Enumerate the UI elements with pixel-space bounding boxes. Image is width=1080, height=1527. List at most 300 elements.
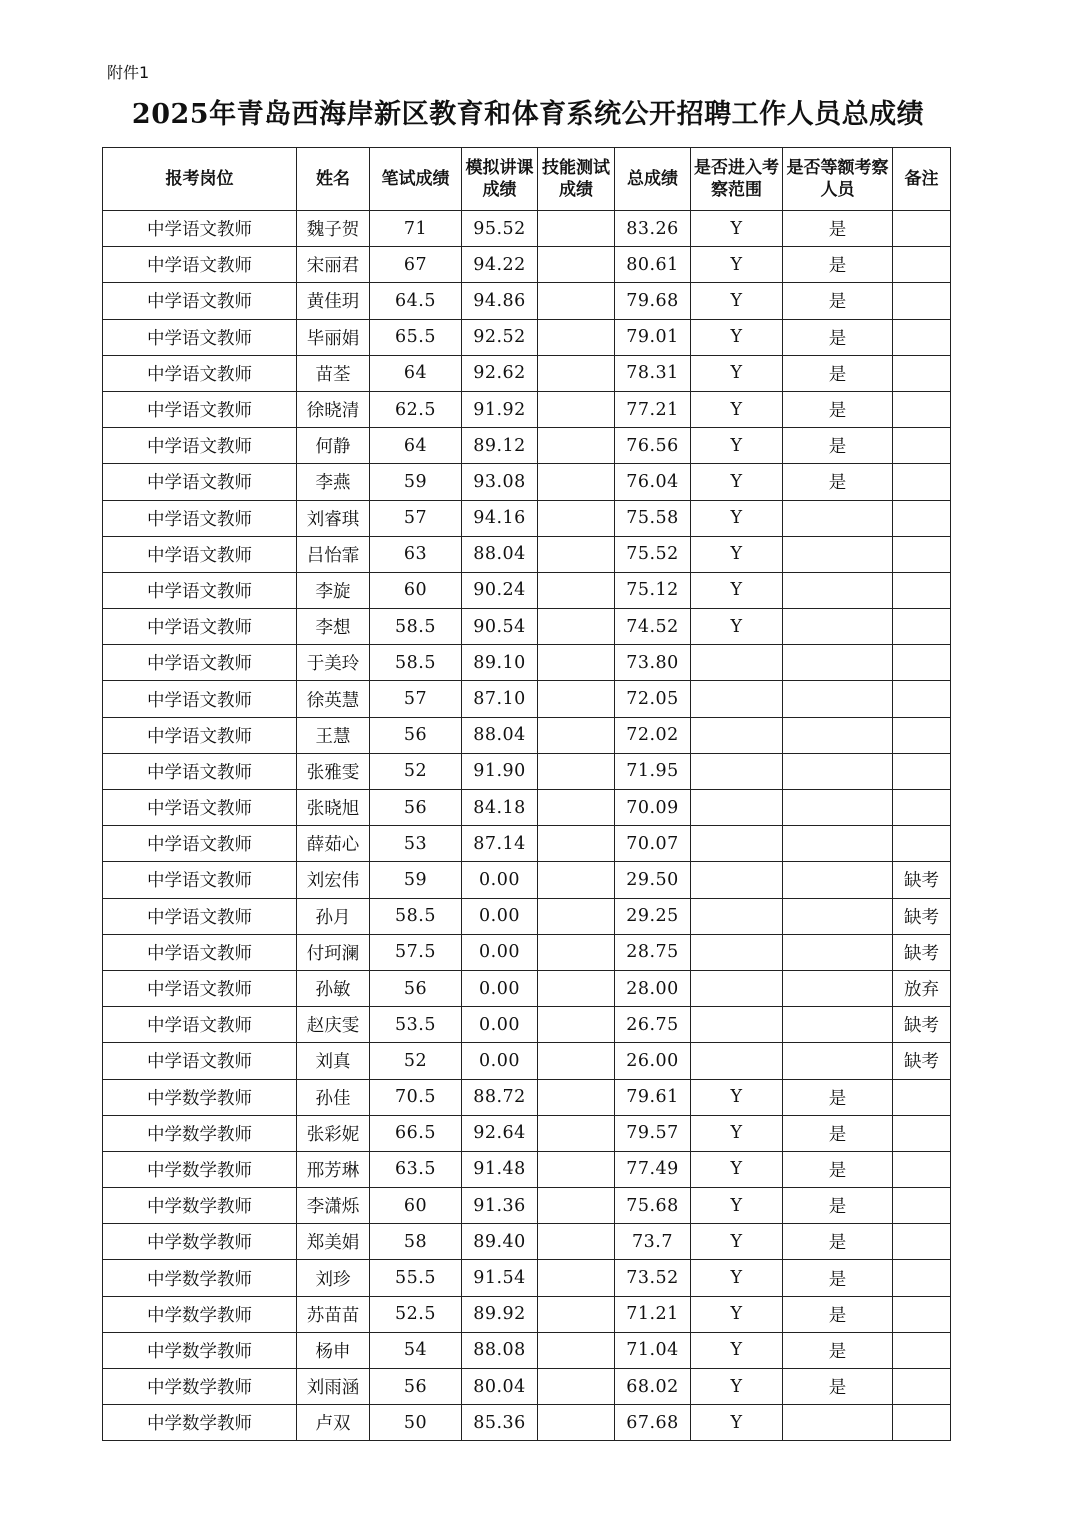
cell-mock-lecture-score: 92.52 [462,319,538,355]
header-equal-inspection: 是否等额考察人员 [783,148,893,211]
cell-total-score: 71.21 [615,1296,691,1332]
cell-written-score: 57.5 [370,934,462,970]
cell-equal-inspection: 是 [783,211,893,247]
cell-skill-test-score [538,1043,615,1079]
cell-skill-test-score [538,1151,615,1187]
cell-total-score: 26.75 [615,1007,691,1043]
cell-total-score: 67.68 [615,1405,691,1441]
table-row [103,1079,951,1115]
cell-skill-test-score [538,355,615,391]
cell-position: 中学语文教师 [103,283,297,319]
cell-remarks [893,1151,951,1187]
table-row [103,355,951,391]
cell-written-score: 54 [370,1332,462,1368]
table-row [103,790,951,826]
cell-remarks [893,572,951,608]
table-row [103,1332,951,1368]
table-row [103,500,951,536]
cell-name: 吕怡霏 [297,536,370,572]
cell-position: 中学语文教师 [103,645,297,681]
cell-name: 何静 [297,428,370,464]
cell-remarks [893,681,951,717]
cell-mock-lecture-score: 91.36 [462,1188,538,1224]
cell-position: 中学数学教师 [103,1151,297,1187]
cell-equal-inspection [783,1043,893,1079]
cell-written-score: 70.5 [370,1079,462,1115]
cell-equal-inspection [783,500,893,536]
cell-written-score: 60 [370,1188,462,1224]
cell-name: 郑美娟 [297,1224,370,1260]
cell-mock-lecture-score: 89.92 [462,1296,538,1332]
cell-equal-inspection: 是 [783,1369,893,1405]
table-row [103,283,951,319]
cell-equal-inspection [783,681,893,717]
cell-mock-lecture-score: 88.04 [462,717,538,753]
cell-total-score: 73.80 [615,645,691,681]
cell-position: 中学数学教师 [103,1369,297,1405]
cell-remarks: 放弃 [893,970,951,1006]
cell-in-inspection-range: Y [691,1188,783,1224]
cell-in-inspection-range [691,934,783,970]
cell-skill-test-score [538,1369,615,1405]
cell-position: 中学数学教师 [103,1296,297,1332]
cell-equal-inspection: 是 [783,391,893,427]
cell-total-score: 76.56 [615,428,691,464]
cell-position: 中学语文教师 [103,1007,297,1043]
table-row [103,428,951,464]
cell-total-score: 75.58 [615,500,691,536]
cell-name: 邢芳琳 [297,1151,370,1187]
header-total-score: 总成绩 [615,148,691,211]
cell-position: 中学语文教师 [103,970,297,1006]
table-row [103,1043,951,1079]
cell-equal-inspection [783,826,893,862]
table-row [103,609,951,645]
cell-in-inspection-range: Y [691,319,783,355]
cell-skill-test-score [538,970,615,1006]
cell-remarks [893,1260,951,1296]
cell-position: 中学语文教师 [103,790,297,826]
cell-written-score: 65.5 [370,319,462,355]
cell-equal-inspection: 是 [783,1115,893,1151]
cell-skill-test-score [538,428,615,464]
cell-mock-lecture-score: 0.00 [462,1007,538,1043]
table-row [103,970,951,1006]
cell-position: 中学语文教师 [103,211,297,247]
cell-total-score: 73.52 [615,1260,691,1296]
cell-skill-test-score [538,898,615,934]
cell-equal-inspection: 是 [783,1151,893,1187]
cell-remarks: 缺考 [893,1007,951,1043]
cell-total-score: 71.95 [615,753,691,789]
table-row [103,753,951,789]
cell-position: 中学语文教师 [103,572,297,608]
cell-total-score: 79.61 [615,1079,691,1115]
cell-written-score: 71 [370,211,462,247]
cell-name: 付珂澜 [297,934,370,970]
cell-skill-test-score [538,862,615,898]
cell-skill-test-score [538,283,615,319]
cell-equal-inspection [783,1405,893,1441]
cell-in-inspection-range: Y [691,1369,783,1405]
cell-name: 苏苗苗 [297,1296,370,1332]
cell-equal-inspection [783,790,893,826]
table-row [103,211,951,247]
cell-in-inspection-range [691,1043,783,1079]
cell-in-inspection-range: Y [691,1224,783,1260]
cell-written-score: 50 [370,1405,462,1441]
cell-remarks [893,464,951,500]
document-title: 2025年青岛西海岸新区教育和体育系统公开招聘工作人员总成绩 [131,99,925,130]
cell-remarks [893,609,951,645]
cell-position: 中学语文教师 [103,934,297,970]
cell-in-inspection-range [691,862,783,898]
cell-equal-inspection [783,572,893,608]
table-row [103,1115,951,1151]
cell-position: 中学语文教师 [103,826,297,862]
cell-name: 宋丽君 [297,247,370,283]
cell-in-inspection-range: Y [691,1405,783,1441]
cell-mock-lecture-score: 89.12 [462,428,538,464]
cell-remarks [893,790,951,826]
table-row [103,391,951,427]
cell-skill-test-score [538,934,615,970]
cell-written-score: 55.5 [370,1260,462,1296]
cell-equal-inspection [783,609,893,645]
cell-written-score: 57 [370,681,462,717]
cell-name: 王慧 [297,717,370,753]
cell-skill-test-score [538,536,615,572]
cell-mock-lecture-score: 0.00 [462,1043,538,1079]
table-row [103,717,951,753]
cell-remarks: 缺考 [893,934,951,970]
cell-total-score: 26.00 [615,1043,691,1079]
cell-name: 张雅雯 [297,753,370,789]
cell-equal-inspection [783,898,893,934]
cell-skill-test-score [538,1260,615,1296]
cell-in-inspection-range [691,826,783,862]
cell-mock-lecture-score: 92.64 [462,1115,538,1151]
cell-mock-lecture-score: 88.72 [462,1079,538,1115]
cell-written-score: 52 [370,1043,462,1079]
cell-written-score: 63.5 [370,1151,462,1187]
cell-total-score: 28.00 [615,970,691,1006]
cell-remarks [893,500,951,536]
cell-in-inspection-range [691,717,783,753]
cell-skill-test-score [538,464,615,500]
table-row [103,681,951,717]
cell-name: 刘珍 [297,1260,370,1296]
cell-in-inspection-range: Y [691,464,783,500]
cell-equal-inspection: 是 [783,1079,893,1115]
cell-written-score: 62.5 [370,391,462,427]
cell-total-score: 77.21 [615,391,691,427]
cell-name: 毕丽娟 [297,319,370,355]
cell-name: 苗荃 [297,355,370,391]
table-row [103,1188,951,1224]
cell-in-inspection-range [691,970,783,1006]
cell-mock-lecture-score: 85.36 [462,1405,538,1441]
cell-total-score: 75.52 [615,536,691,572]
cell-name: 刘宏伟 [297,862,370,898]
cell-total-score: 78.31 [615,355,691,391]
cell-name: 李旋 [297,572,370,608]
cell-in-inspection-range: Y [691,536,783,572]
cell-position: 中学语文教师 [103,428,297,464]
cell-mock-lecture-score: 89.40 [462,1224,538,1260]
cell-total-score: 75.68 [615,1188,691,1224]
cell-total-score: 77.49 [615,1151,691,1187]
cell-written-score: 53 [370,826,462,862]
cell-position: 中学语文教师 [103,898,297,934]
cell-total-score: 70.09 [615,790,691,826]
cell-name: 孙月 [297,898,370,934]
attachment-label: 附件1 [107,63,150,82]
cell-equal-inspection: 是 [783,428,893,464]
cell-mock-lecture-score: 94.16 [462,500,538,536]
cell-skill-test-score [538,1405,615,1441]
cell-in-inspection-range [691,753,783,789]
cell-skill-test-score [538,1079,615,1115]
cell-mock-lecture-score: 91.92 [462,391,538,427]
cell-equal-inspection [783,753,893,789]
cell-name: 孙佳 [297,1079,370,1115]
cell-position: 中学语文教师 [103,391,297,427]
cell-in-inspection-range: Y [691,1079,783,1115]
cell-equal-inspection: 是 [783,283,893,319]
cell-total-score: 79.68 [615,283,691,319]
cell-equal-inspection: 是 [783,1332,893,1368]
table-row [103,1007,951,1043]
cell-skill-test-score [538,319,615,355]
cell-written-score: 56 [370,970,462,1006]
cell-position: 中学数学教师 [103,1260,297,1296]
cell-position: 中学数学教师 [103,1115,297,1151]
cell-skill-test-score [538,681,615,717]
cell-name: 刘真 [297,1043,370,1079]
cell-in-inspection-range [691,898,783,934]
cell-mock-lecture-score: 90.54 [462,609,538,645]
cell-mock-lecture-score: 91.48 [462,1151,538,1187]
cell-remarks [893,1115,951,1151]
cell-in-inspection-range [691,681,783,717]
cell-written-score: 64.5 [370,283,462,319]
cell-mock-lecture-score: 93.08 [462,464,538,500]
header-written-score: 笔试成绩 [370,148,462,211]
cell-skill-test-score [538,572,615,608]
cell-mock-lecture-score: 88.04 [462,536,538,572]
cell-total-score: 79.57 [615,1115,691,1151]
cell-equal-inspection: 是 [783,464,893,500]
cell-in-inspection-range: Y [691,247,783,283]
cell-name: 李潇烁 [297,1188,370,1224]
table-row [103,572,951,608]
cell-remarks [893,1188,951,1224]
cell-name: 张彩妮 [297,1115,370,1151]
cell-skill-test-score [538,391,615,427]
cell-total-score: 72.05 [615,681,691,717]
score-table [102,147,951,1441]
cell-in-inspection-range: Y [691,1296,783,1332]
cell-position: 中学语文教师 [103,609,297,645]
cell-in-inspection-range: Y [691,1332,783,1368]
cell-in-inspection-range: Y [691,500,783,536]
cell-skill-test-score [538,247,615,283]
cell-name: 孙敏 [297,970,370,1006]
cell-total-score: 79.01 [615,319,691,355]
cell-mock-lecture-score: 95.52 [462,211,538,247]
cell-remarks [893,645,951,681]
cell-mock-lecture-score: 92.62 [462,355,538,391]
cell-mock-lecture-score: 0.00 [462,862,538,898]
table-row [103,898,951,934]
cell-skill-test-score [538,826,615,862]
cell-position: 中学数学教师 [103,1188,297,1224]
cell-name: 李想 [297,609,370,645]
cell-written-score: 60 [370,572,462,608]
cell-name: 刘雨涵 [297,1369,370,1405]
cell-written-score: 53.5 [370,1007,462,1043]
cell-total-score: 80.61 [615,247,691,283]
cell-equal-inspection [783,536,893,572]
cell-mock-lecture-score: 84.18 [462,790,538,826]
cell-name: 薛茹心 [297,826,370,862]
cell-mock-lecture-score: 89.10 [462,645,538,681]
cell-in-inspection-range [691,790,783,826]
cell-written-score: 59 [370,862,462,898]
cell-position: 中学数学教师 [103,1332,297,1368]
cell-written-score: 58.5 [370,898,462,934]
cell-remarks: 缺考 [893,1043,951,1079]
cell-skill-test-score [538,211,615,247]
cell-position: 中学语文教师 [103,319,297,355]
cell-in-inspection-range: Y [691,1115,783,1151]
cell-remarks [893,283,951,319]
cell-total-score: 74.52 [615,609,691,645]
cell-position: 中学语文教师 [103,717,297,753]
cell-remarks [893,1405,951,1441]
cell-mock-lecture-score: 87.10 [462,681,538,717]
cell-remarks [893,391,951,427]
cell-remarks [893,826,951,862]
cell-written-score: 52 [370,753,462,789]
table-row [103,1224,951,1260]
cell-skill-test-score [538,1188,615,1224]
table-row [103,464,951,500]
cell-position: 中学语文教师 [103,681,297,717]
cell-equal-inspection: 是 [783,1260,893,1296]
cell-written-score: 56 [370,1369,462,1405]
cell-written-score: 58 [370,1224,462,1260]
cell-position: 中学数学教师 [103,1224,297,1260]
cell-mock-lecture-score: 80.04 [462,1369,538,1405]
cell-name: 张晓旭 [297,790,370,826]
cell-mock-lecture-score: 0.00 [462,934,538,970]
cell-equal-inspection: 是 [783,319,893,355]
cell-mock-lecture-score: 91.90 [462,753,538,789]
cell-position: 中学语文教师 [103,862,297,898]
cell-position: 中学数学教师 [103,1079,297,1115]
header-in-inspection-range: 是否进入考察范围 [691,148,783,211]
table-row [103,247,951,283]
cell-in-inspection-range: Y [691,1260,783,1296]
cell-skill-test-score [538,609,615,645]
table-row [103,934,951,970]
cell-in-inspection-range: Y [691,283,783,319]
cell-written-score: 58.5 [370,609,462,645]
cell-remarks [893,536,951,572]
cell-written-score: 63 [370,536,462,572]
cell-mock-lecture-score: 94.22 [462,247,538,283]
cell-mock-lecture-score: 91.54 [462,1260,538,1296]
cell-remarks: 缺考 [893,862,951,898]
cell-total-score: 29.50 [615,862,691,898]
cell-name: 李燕 [297,464,370,500]
cell-position: 中学语文教师 [103,753,297,789]
cell-equal-inspection [783,970,893,1006]
table-body [103,211,951,1441]
table-row [103,1405,951,1441]
cell-total-score: 83.26 [615,211,691,247]
header-name: 姓名 [297,148,370,211]
table-row [103,1260,951,1296]
cell-remarks [893,355,951,391]
cell-name: 黄佳玥 [297,283,370,319]
cell-in-inspection-range: Y [691,428,783,464]
cell-name: 刘睿琪 [297,500,370,536]
cell-written-score: 56 [370,790,462,826]
cell-skill-test-score [538,790,615,826]
cell-written-score: 57 [370,500,462,536]
cell-equal-inspection: 是 [783,355,893,391]
cell-remarks [893,753,951,789]
cell-name: 赵庆雯 [297,1007,370,1043]
cell-written-score: 67 [370,247,462,283]
cell-skill-test-score [538,500,615,536]
cell-skill-test-score [538,753,615,789]
cell-total-score: 75.12 [615,572,691,608]
cell-written-score: 58.5 [370,645,462,681]
cell-remarks [893,1332,951,1368]
cell-equal-inspection [783,645,893,681]
cell-position: 中学数学教师 [103,1405,297,1441]
cell-remarks [893,1224,951,1260]
cell-position: 中学语文教师 [103,1043,297,1079]
cell-remarks [893,247,951,283]
table-row [103,862,951,898]
cell-name: 徐晓清 [297,391,370,427]
cell-total-score: 72.02 [615,717,691,753]
cell-equal-inspection [783,862,893,898]
cell-mock-lecture-score: 90.24 [462,572,538,608]
cell-skill-test-score [538,717,615,753]
table-row [103,536,951,572]
cell-remarks [893,1296,951,1332]
cell-remarks [893,428,951,464]
cell-mock-lecture-score: 87.14 [462,826,538,862]
cell-equal-inspection: 是 [783,247,893,283]
cell-equal-inspection [783,717,893,753]
table-row [103,1151,951,1187]
cell-remarks [893,1369,951,1405]
header-remarks: 备注 [893,148,951,211]
cell-written-score: 52.5 [370,1296,462,1332]
cell-remarks [893,717,951,753]
cell-remarks [893,1079,951,1115]
cell-name: 魏子贺 [297,211,370,247]
cell-name: 杨申 [297,1332,370,1368]
cell-written-score: 64 [370,355,462,391]
